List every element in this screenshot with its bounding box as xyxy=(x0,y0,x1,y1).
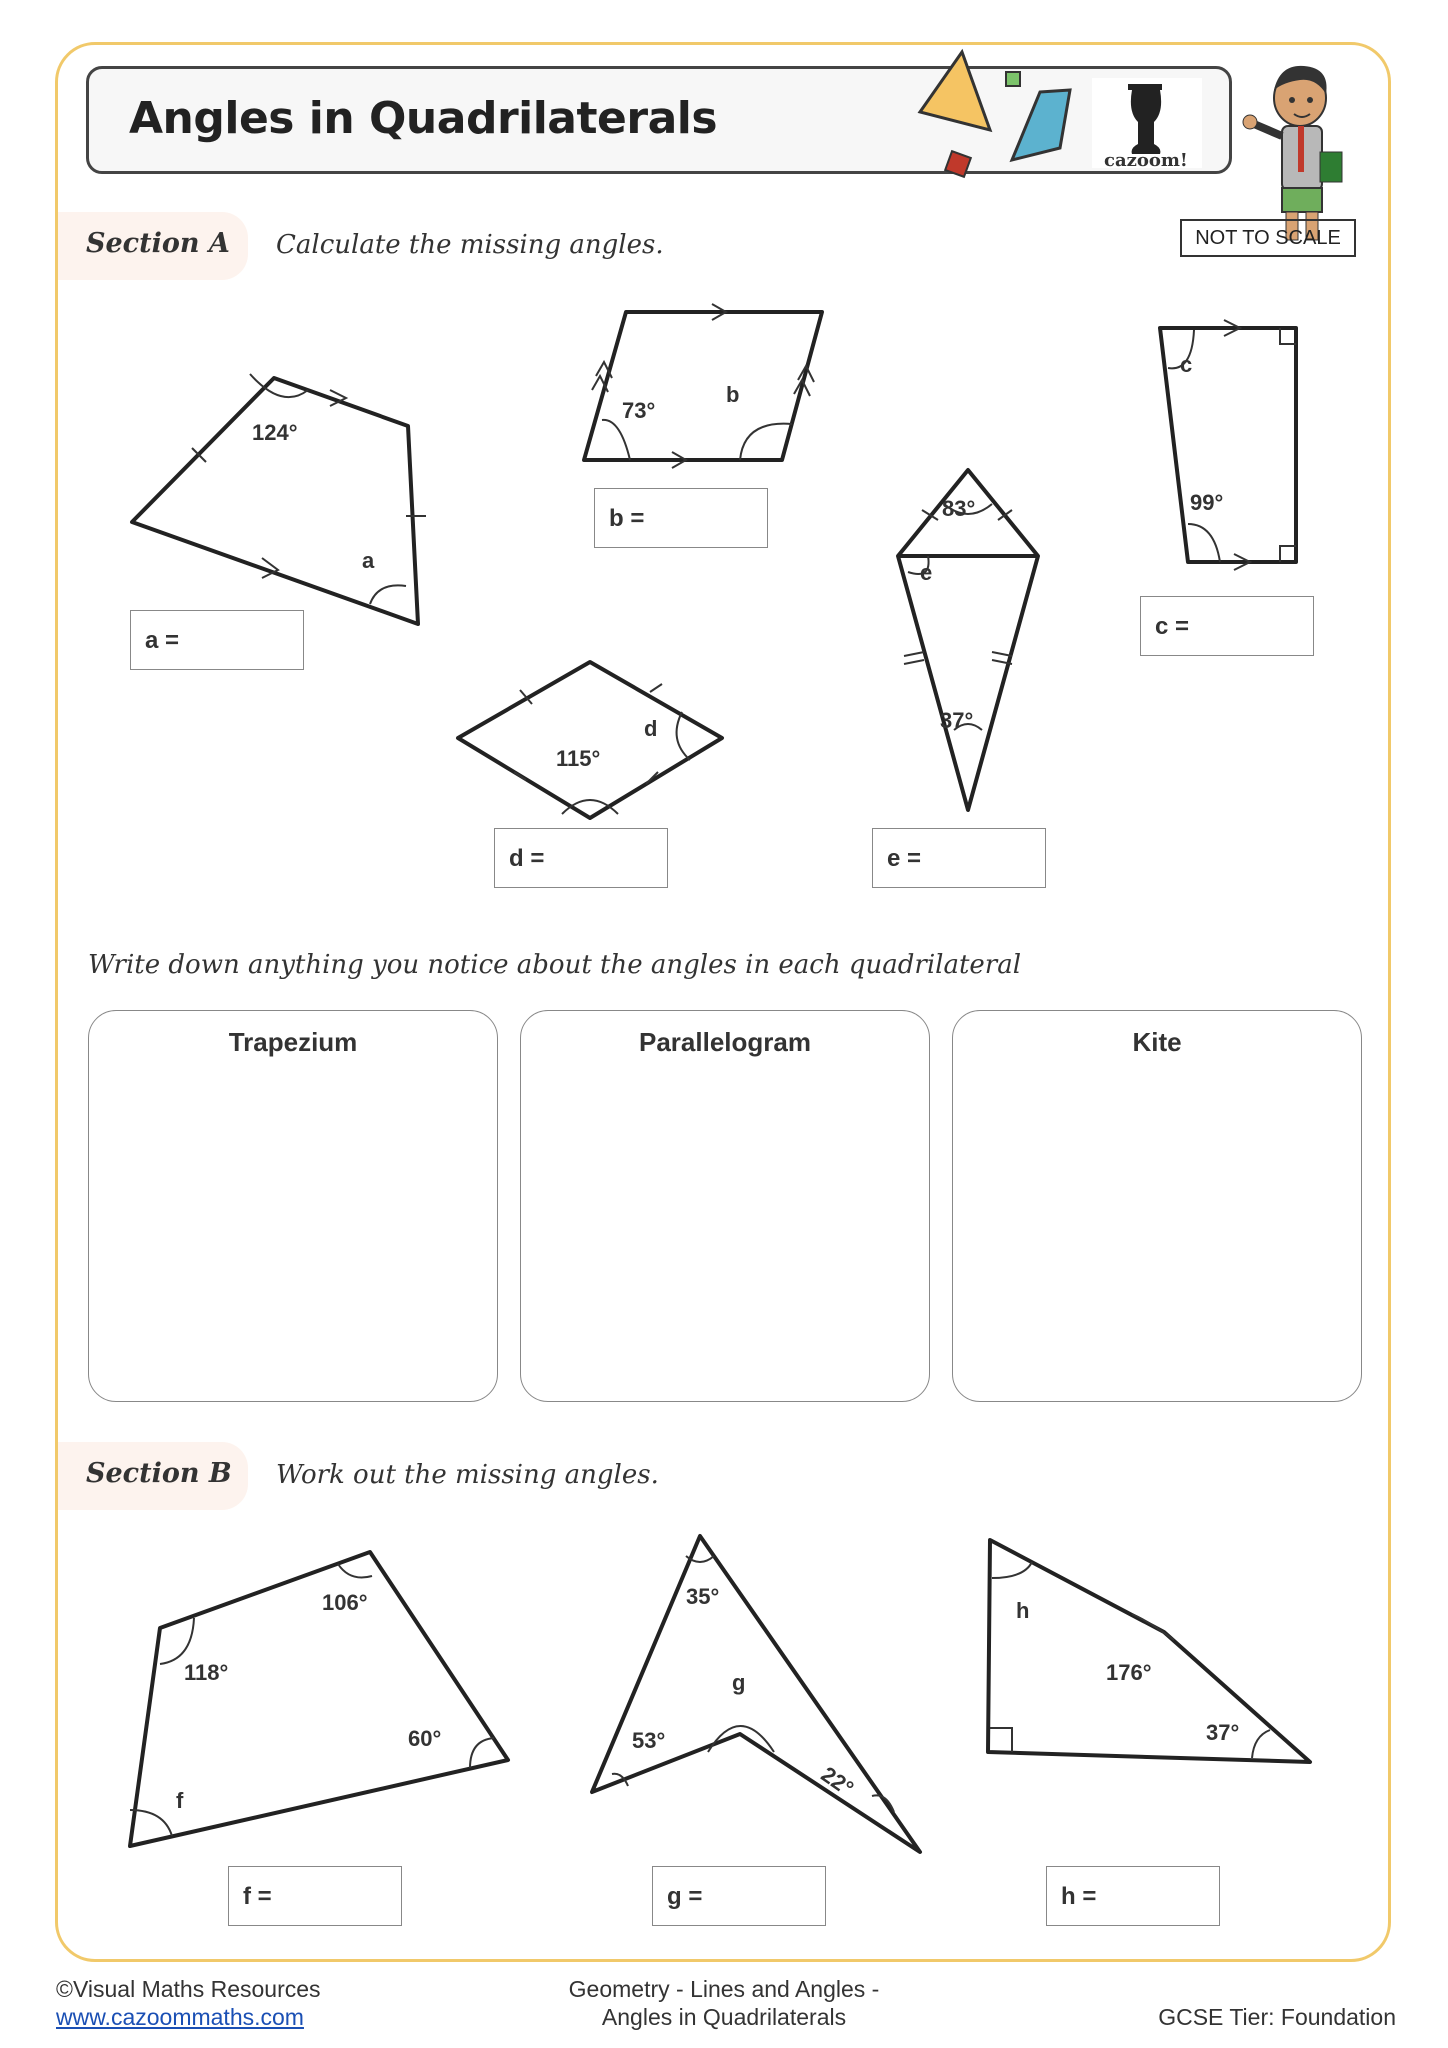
angle-g-53: 53° xyxy=(632,1728,666,1753)
notes-box-kite[interactable]: Kite xyxy=(952,1010,1362,1402)
angle-f-106: 106° xyxy=(322,1590,368,1615)
answer-box-a[interactable]: a = xyxy=(130,610,304,670)
answer-box-g[interactable]: g = xyxy=(652,1866,826,1926)
footer-tier: GCSE Tier: Foundation xyxy=(1158,2004,1396,2030)
angle-f-118: 118° xyxy=(184,1660,229,1685)
footer-topic-line1: Geometry - Lines and Angles - xyxy=(568,1976,880,2002)
angle-b-given: 73° xyxy=(622,398,656,423)
angle-g-35: 35° xyxy=(686,1584,720,1609)
notice-instruction: Write down anything you notice about the angles in each quadrilateral xyxy=(88,950,1022,980)
notes-box-parallelogram[interactable]: Parallelogram xyxy=(520,1010,930,1402)
angle-a-unknown: a xyxy=(362,548,375,573)
footer-copyright: ©Visual Maths Resources xyxy=(56,1976,321,2002)
angle-f-unknown: f xyxy=(176,1788,184,1813)
footer-website-link[interactable]: www.cazoommaths.com xyxy=(56,2004,304,2030)
section-a-label: Section A xyxy=(86,228,230,259)
angle-a-given: 124° xyxy=(252,420,298,445)
angle-c-given: 99° xyxy=(1190,490,1224,515)
answer-box-f[interactable]: f = xyxy=(228,1866,402,1926)
angle-c-unknown: c xyxy=(1180,352,1193,377)
footer-topic-line2: Angles in Quadrilaterals xyxy=(601,2004,847,2030)
angle-h-176: 176° xyxy=(1106,1660,1152,1685)
not-to-scale-label: NOT TO SCALE xyxy=(1180,219,1356,257)
angle-e-unknown: e xyxy=(920,560,933,585)
section-b-label: Section B xyxy=(86,1458,232,1489)
answer-box-d[interactable]: d = xyxy=(494,828,668,888)
angle-d-given: 115° xyxy=(556,746,601,771)
angle-e-top-given: 83° xyxy=(942,496,976,521)
angle-g-22: 22° xyxy=(816,1761,859,1802)
logo-text: cazoom! xyxy=(1104,150,1188,171)
shape-g-arrowhead xyxy=(592,1536,920,1852)
angle-b-unknown: b xyxy=(726,382,740,407)
angle-g-unknown: g xyxy=(732,1670,746,1695)
angle-h-37: 37° xyxy=(1206,1720,1240,1745)
section-b-instruction: Work out the missing angles. xyxy=(276,1460,659,1490)
angle-h-unknown: h xyxy=(1016,1598,1030,1623)
shape-h-quadrilateral xyxy=(988,1540,1310,1762)
answer-box-e[interactable]: e = xyxy=(872,828,1046,888)
angle-f-60: 60° xyxy=(408,1726,442,1751)
section-a-instruction: Calculate the missing angles. xyxy=(276,230,664,260)
shape-f-quadrilateral xyxy=(130,1552,508,1846)
answer-box-b[interactable]: b = xyxy=(594,488,768,548)
angle-d-unknown: d xyxy=(644,716,658,741)
answer-box-c[interactable]: c = xyxy=(1140,596,1314,656)
page-title: Angles in Quadrilaterals xyxy=(129,93,718,144)
notes-box-trapezium[interactable]: Trapezium xyxy=(88,1010,498,1402)
answer-box-h[interactable]: h = xyxy=(1046,1866,1220,1926)
angle-e-bottom-given: 37° xyxy=(940,708,974,733)
